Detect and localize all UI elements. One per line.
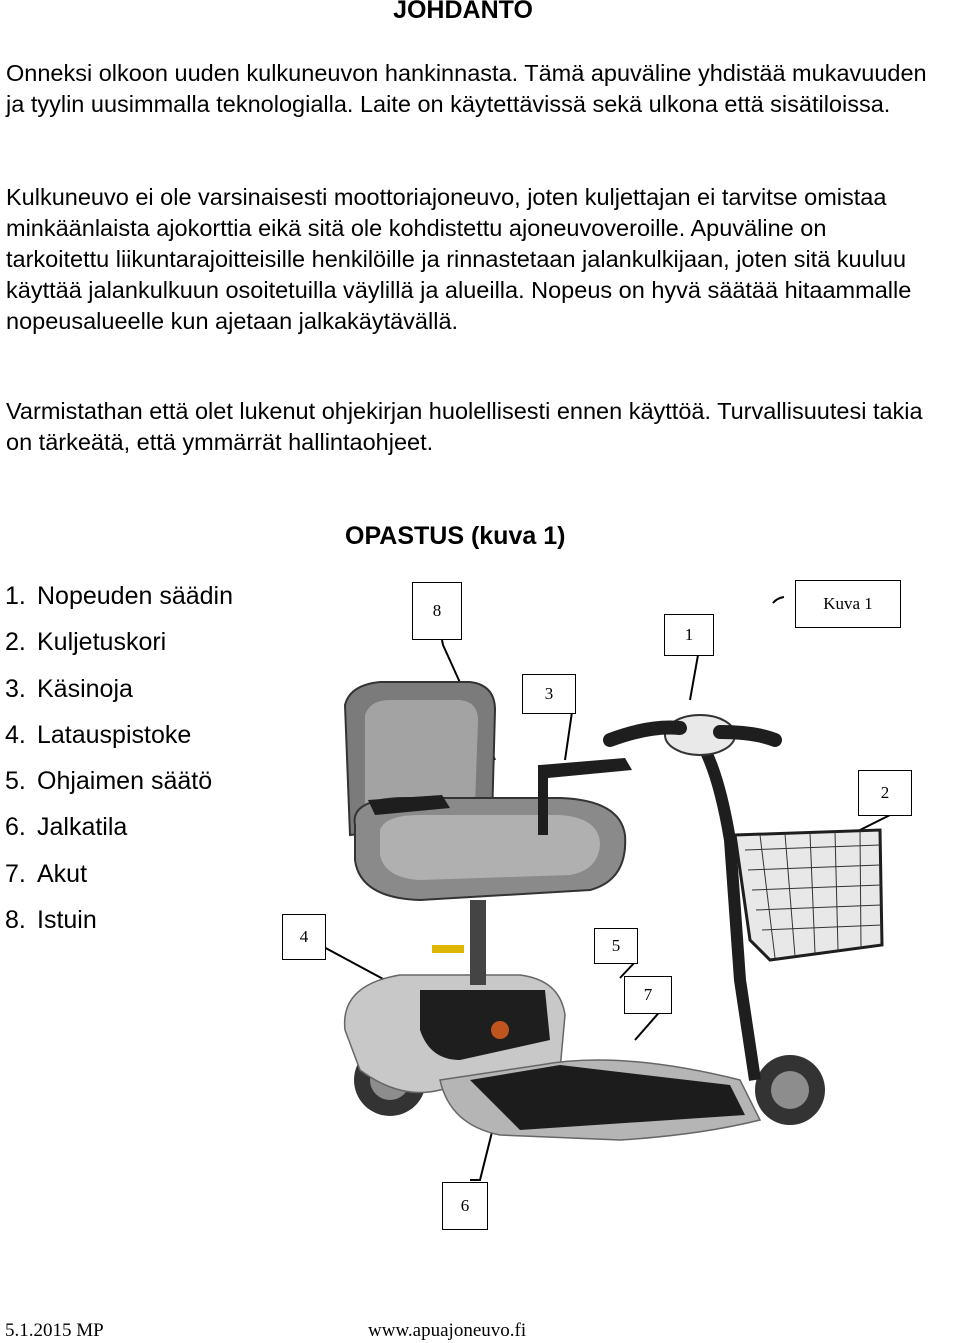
- callout-5: 5: [594, 928, 638, 964]
- page-title: JOHDANTO: [393, 0, 533, 24]
- callout-6: 6: [442, 1182, 488, 1230]
- footer-date: 5.1.2015 MP: [5, 1320, 104, 1341]
- callout-7: 7: [624, 976, 672, 1014]
- list-item: 6. Jalkatila: [5, 813, 128, 842]
- charging-socket: [491, 1021, 509, 1039]
- list-item: 2. Kuljetuskori: [5, 628, 167, 657]
- callout-1: 1: [664, 614, 714, 656]
- section-title: OPASTUS (kuva 1): [345, 522, 566, 550]
- list-item: 1. Nopeuden säädin: [5, 582, 233, 610]
- armrest-right: [540, 758, 632, 778]
- list-item: 8. Istuin: [5, 906, 97, 935]
- callout-2: 2: [858, 770, 912, 816]
- figure-caption: Kuva 1: [795, 580, 901, 628]
- front-basket: [735, 830, 882, 960]
- list-item: 4. Latauspistoke: [5, 720, 192, 749]
- list-item: 5. Ohjaimen säätö: [5, 767, 213, 796]
- handlebar-right: [720, 732, 775, 740]
- footer-website: www.apuajoneuvo.fi: [368, 1320, 527, 1341]
- callout-4: 4: [282, 914, 326, 960]
- list-item: 3. Käsinoja: [5, 674, 133, 703]
- intro-paragraph: Onneksi olkoon uuden kulkuneuvon hankinnasta. Tämä apuväline yhdistää mukavuuden ja tyylin uusimmalla teknologialla. Laite on käytettävissä sekä ulkona että sisätiloissa.: [6, 60, 927, 117]
- list-item: 7. Akut: [5, 859, 88, 888]
- callout-8: 8: [412, 582, 462, 640]
- mobility-scooter-illustration: [0, 560, 960, 1280]
- callout-3: 3: [522, 674, 576, 714]
- legal-paragraph: Kulkuneuvo ei ole varsinaisesti moottoriajoneuvo, joten kuljettajan ei tarvitse omistaa minkäänlaista ajokorttia eikä sitä ole kohdistettu ajoneuvoveroille. Apuväline on tarkoitettu liikuntarajoitteisille henkilöille ja rinnastetaan jalankulkijaan, joten sitä kuuluu käyttää jalankulkuun osoitetuilla väylillä ja alueilla. Nopeus on hyvä säätää hitaammalle nopeusalueelle kun ajetaan jalkakäytävällä.: [6, 184, 912, 334]
- scooter-figure: [0, 560, 960, 1280]
- safety-paragraph: Varmistathan että olet lukenut ohjekirjan huolellisesti ennen käyttöä. Turvallisuutesi takia on tärkeätä, että ymmärrät hallintaohjeet.: [6, 398, 923, 455]
